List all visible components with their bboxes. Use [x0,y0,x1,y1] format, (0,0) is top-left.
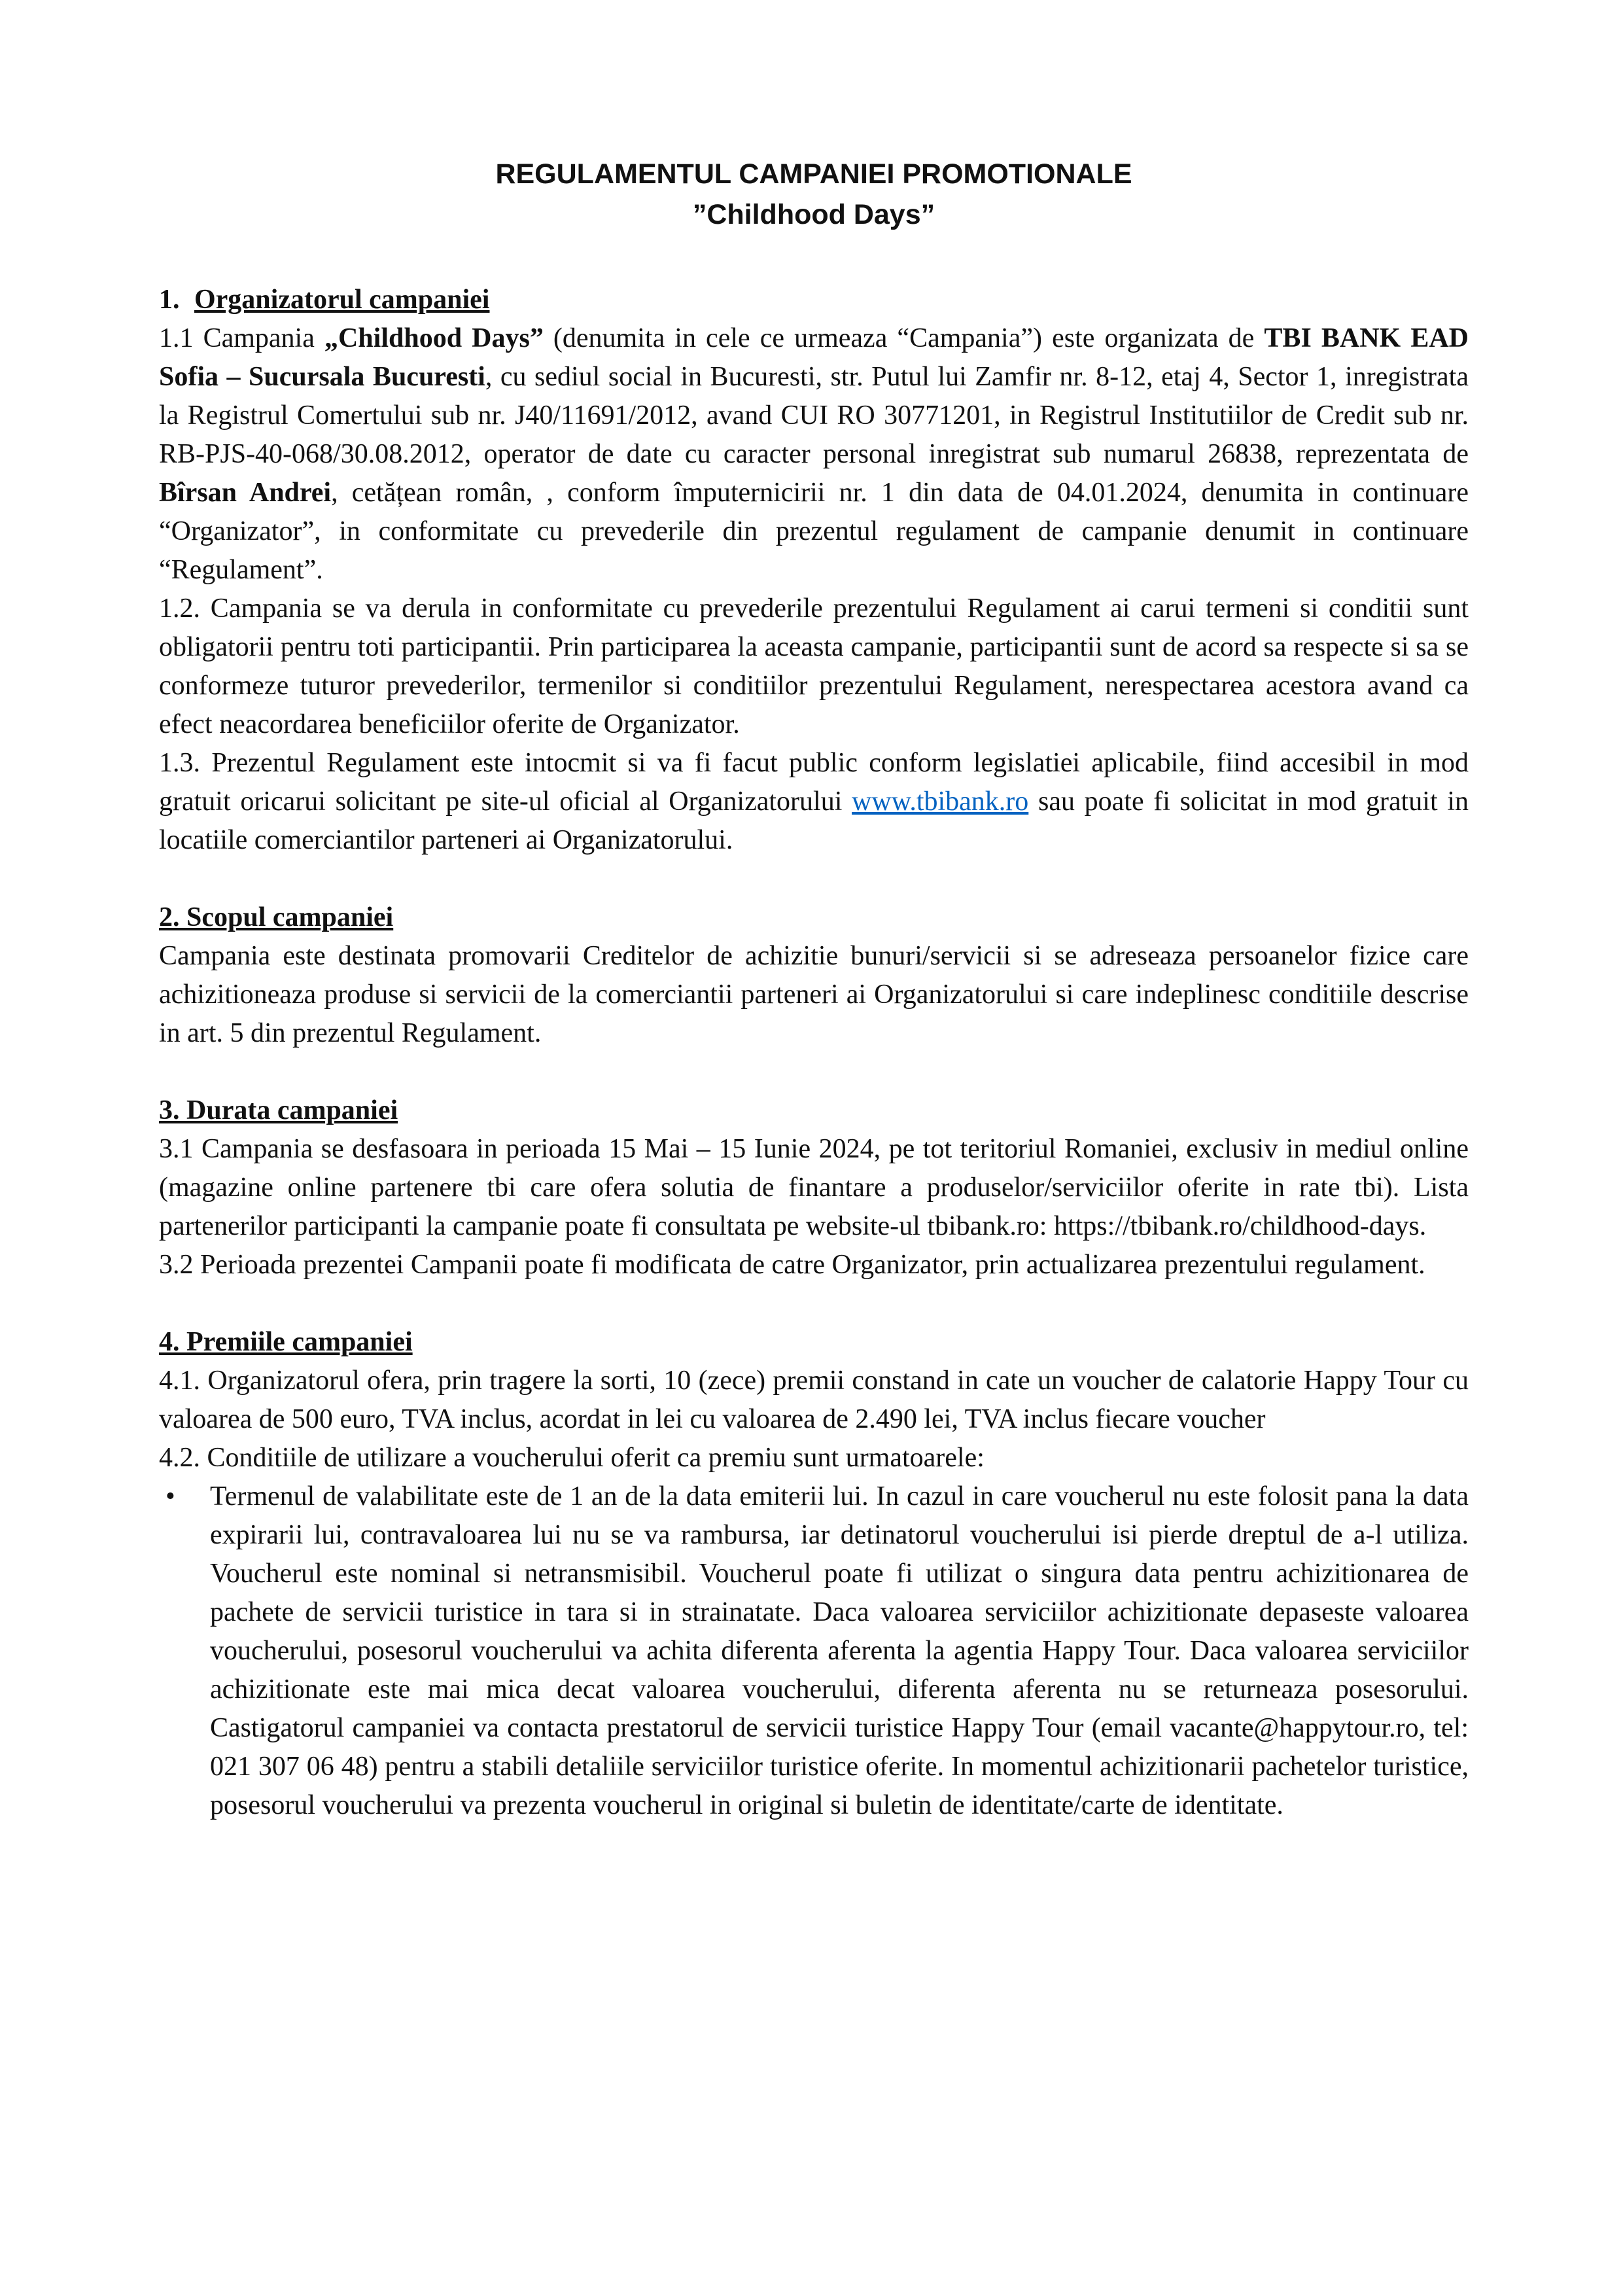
title-line-2: ”Childhood Days” [692,199,935,230]
paragraph-4-2: 4.2. Conditiile de utilizare a voucherului oferit ca premiu sunt urmatoarele: [159,1443,985,1473]
p11-text-3: , cu sediul social in Bucuresti, str. Putul lui Zamfir nr. 8-12, etaj 4, Sector 1, inregistrata la Registrul Comertului sub nr. J40/11691/2012, avand CUI RO 30771201, in Registrul Institutiilor de Credit sub nr. RB-PJS-40-068/30.08.2012, operator de date cu caracter personal inregistrat sub numarul 26838, reprezentata de [159,362,1469,469]
section-3-heading [159,1091,1469,1130]
section-3-title: 3. Durata campaniei [159,1095,398,1125]
section-1-title: Organizatorul campaniei [194,285,490,315]
section-gap [159,1284,1469,1323]
section-2-title: 2. Scopul campaniei [159,902,394,932]
list-item [159,1477,1469,1825]
section-gap [159,860,1469,898]
voucher-conditions-list [159,1477,1469,1825]
p13-text-2: sau poate fi solicitat in mod gratuit in locatiile comerciantilor parteneri ai Organizatorului. [159,786,1469,855]
section-gap [159,1053,1469,1091]
list-item-text: Termenul de valabilitate este de 1 an de la data emiterii lui. In cazul in care voucherul nu este folosit pana la data expirarii lui, contravaloarea lui nu se va rambursa, iar detinatorul voucherului isi pierde dreptul de a-l utiliza. Voucherul este nominal si netransmisibil. Voucherul poate fi utilizat o singura data pentru achizitionarea de pachete de servicii turistice in tara si in strainatate. Daca valoarea serviciilor achizitionate depaseste valoarea voucherului, posesorul voucherului va achita diferenta aferenta la agentia Happy Tour. Daca valoarea serviciilor achizitionate este mai mica decat valoarea voucherului, diferenta aferenta nu se returneaza posesorului. Castigatorul campaniei va contacta prestatorul de servicii turistice Happy Tour (email vacante@happytour.ro, tel: 021 307 06 48) pentru a stabili detaliile serviciilor turistice oferite. In momentul achizitionarii pachetelor turistice, posesorul voucherului va prezenta voucherul in original si buletin de identitate/carte de identitate. [210,1481,1469,1820]
section-2-heading [159,898,1469,937]
paragraph-1-2: 1.2. Campania se va derula in conformitate cu prevederile prezentului Regulament ai carui termeni si conditii sunt obligatorii pentru toti participantii. Prin participarea la aceasta campanie, participantii sunt de acord sa respecte si sa se conformeze tuturor prevederilor, termenilor si conditiilor prezentului Regulament, nerespectarea acestora avand ca efect neacordarea beneficiilor oferite de Organizator. [159,593,1469,739]
p13-text-1: 1.3. Prezentul Regulament este intocmit si va fi facut public conform legislatiei aplicabile, fiind accesibil in mod gratuit oricarui solicitant pe site-ul oficial al Organizatorului [159,748,1469,817]
paragraph-1-1 [159,319,1469,590]
paragraph-4-1: 4.1. Organizatorul ofera, prin tragere la sorti, 10 (zece) premii constand in cate un voucher de calatorie Happy Tour cu valoarea de 500 euro, TVA inclus, acordat in lei cu valoarea de 2.490 lei, TVA inclus fiecare voucher [159,1366,1469,1434]
p11-text-1: 1.1 Campania [159,323,324,353]
paragraph-3-2: 3.2 Perioada prezentei Campanii poate fi modificata de catre Organizator, prin actualizarea prezentului regulament. [159,1250,1425,1280]
document-title [159,154,1469,235]
paragraph-3-1: 3.1 Campania se desfasoara in perioada 15 Mai – 15 Iunie 2024, pe tot teritoriul Romaniei, exclusiv in mediul online (magazine online partenere tbi care ofera solutia de finantare a produselor/serviciilor oferite in rate tbi). Lista partenerilor participanti la campanie poate fi consultata pe website-ul tbibank.ro: https://tbibank.ro/childhood-days. [159,1134,1469,1241]
tbibank-link[interactable]: www.tbibank.ro [852,786,1029,817]
organizer-name: TBI BANK EAD Sofia – Sucursala Bucuresti [159,323,1469,392]
section-1-heading [159,281,1469,319]
representative-name: Bîrsan Andrei [159,478,332,508]
document-page [159,154,1469,1825]
p11-text-4: , cetățean român, , conform împuternicirii nr. 1 din data de 04.01.2024, denumita in continuare “Organizator”, in conformitate cu prevederile din prezentul regulament de campanie denumit in continuare “Regulament”. [159,478,1469,585]
title-line-1: REGULAMENTUL CAMPANIEI PROMOTIONALE [495,158,1132,190]
bullet-icon: • [166,1481,175,1511]
paragraph-1-3 [159,744,1469,860]
section-4-heading [159,1323,1469,1362]
paragraph-2: Campania este destinata promovarii Creditelor de achizitie bunuri/servicii si se adreseaza persoanelor fizice care achizitioneaza produse si servicii de la comerciantii parteneri ai Organizatorului si care indeplinesc conditiile descrise in art. 5 din prezentul Regulament. [159,941,1469,1048]
section-4-title: 4. Premiile campaniei [159,1327,413,1357]
p11-text-2: (denumita in cele ce urmeaza “Campania”) este organizata de [543,323,1265,353]
section-1-number: 1. [159,285,180,315]
campaign-name: „Childhood Days” [324,323,544,353]
